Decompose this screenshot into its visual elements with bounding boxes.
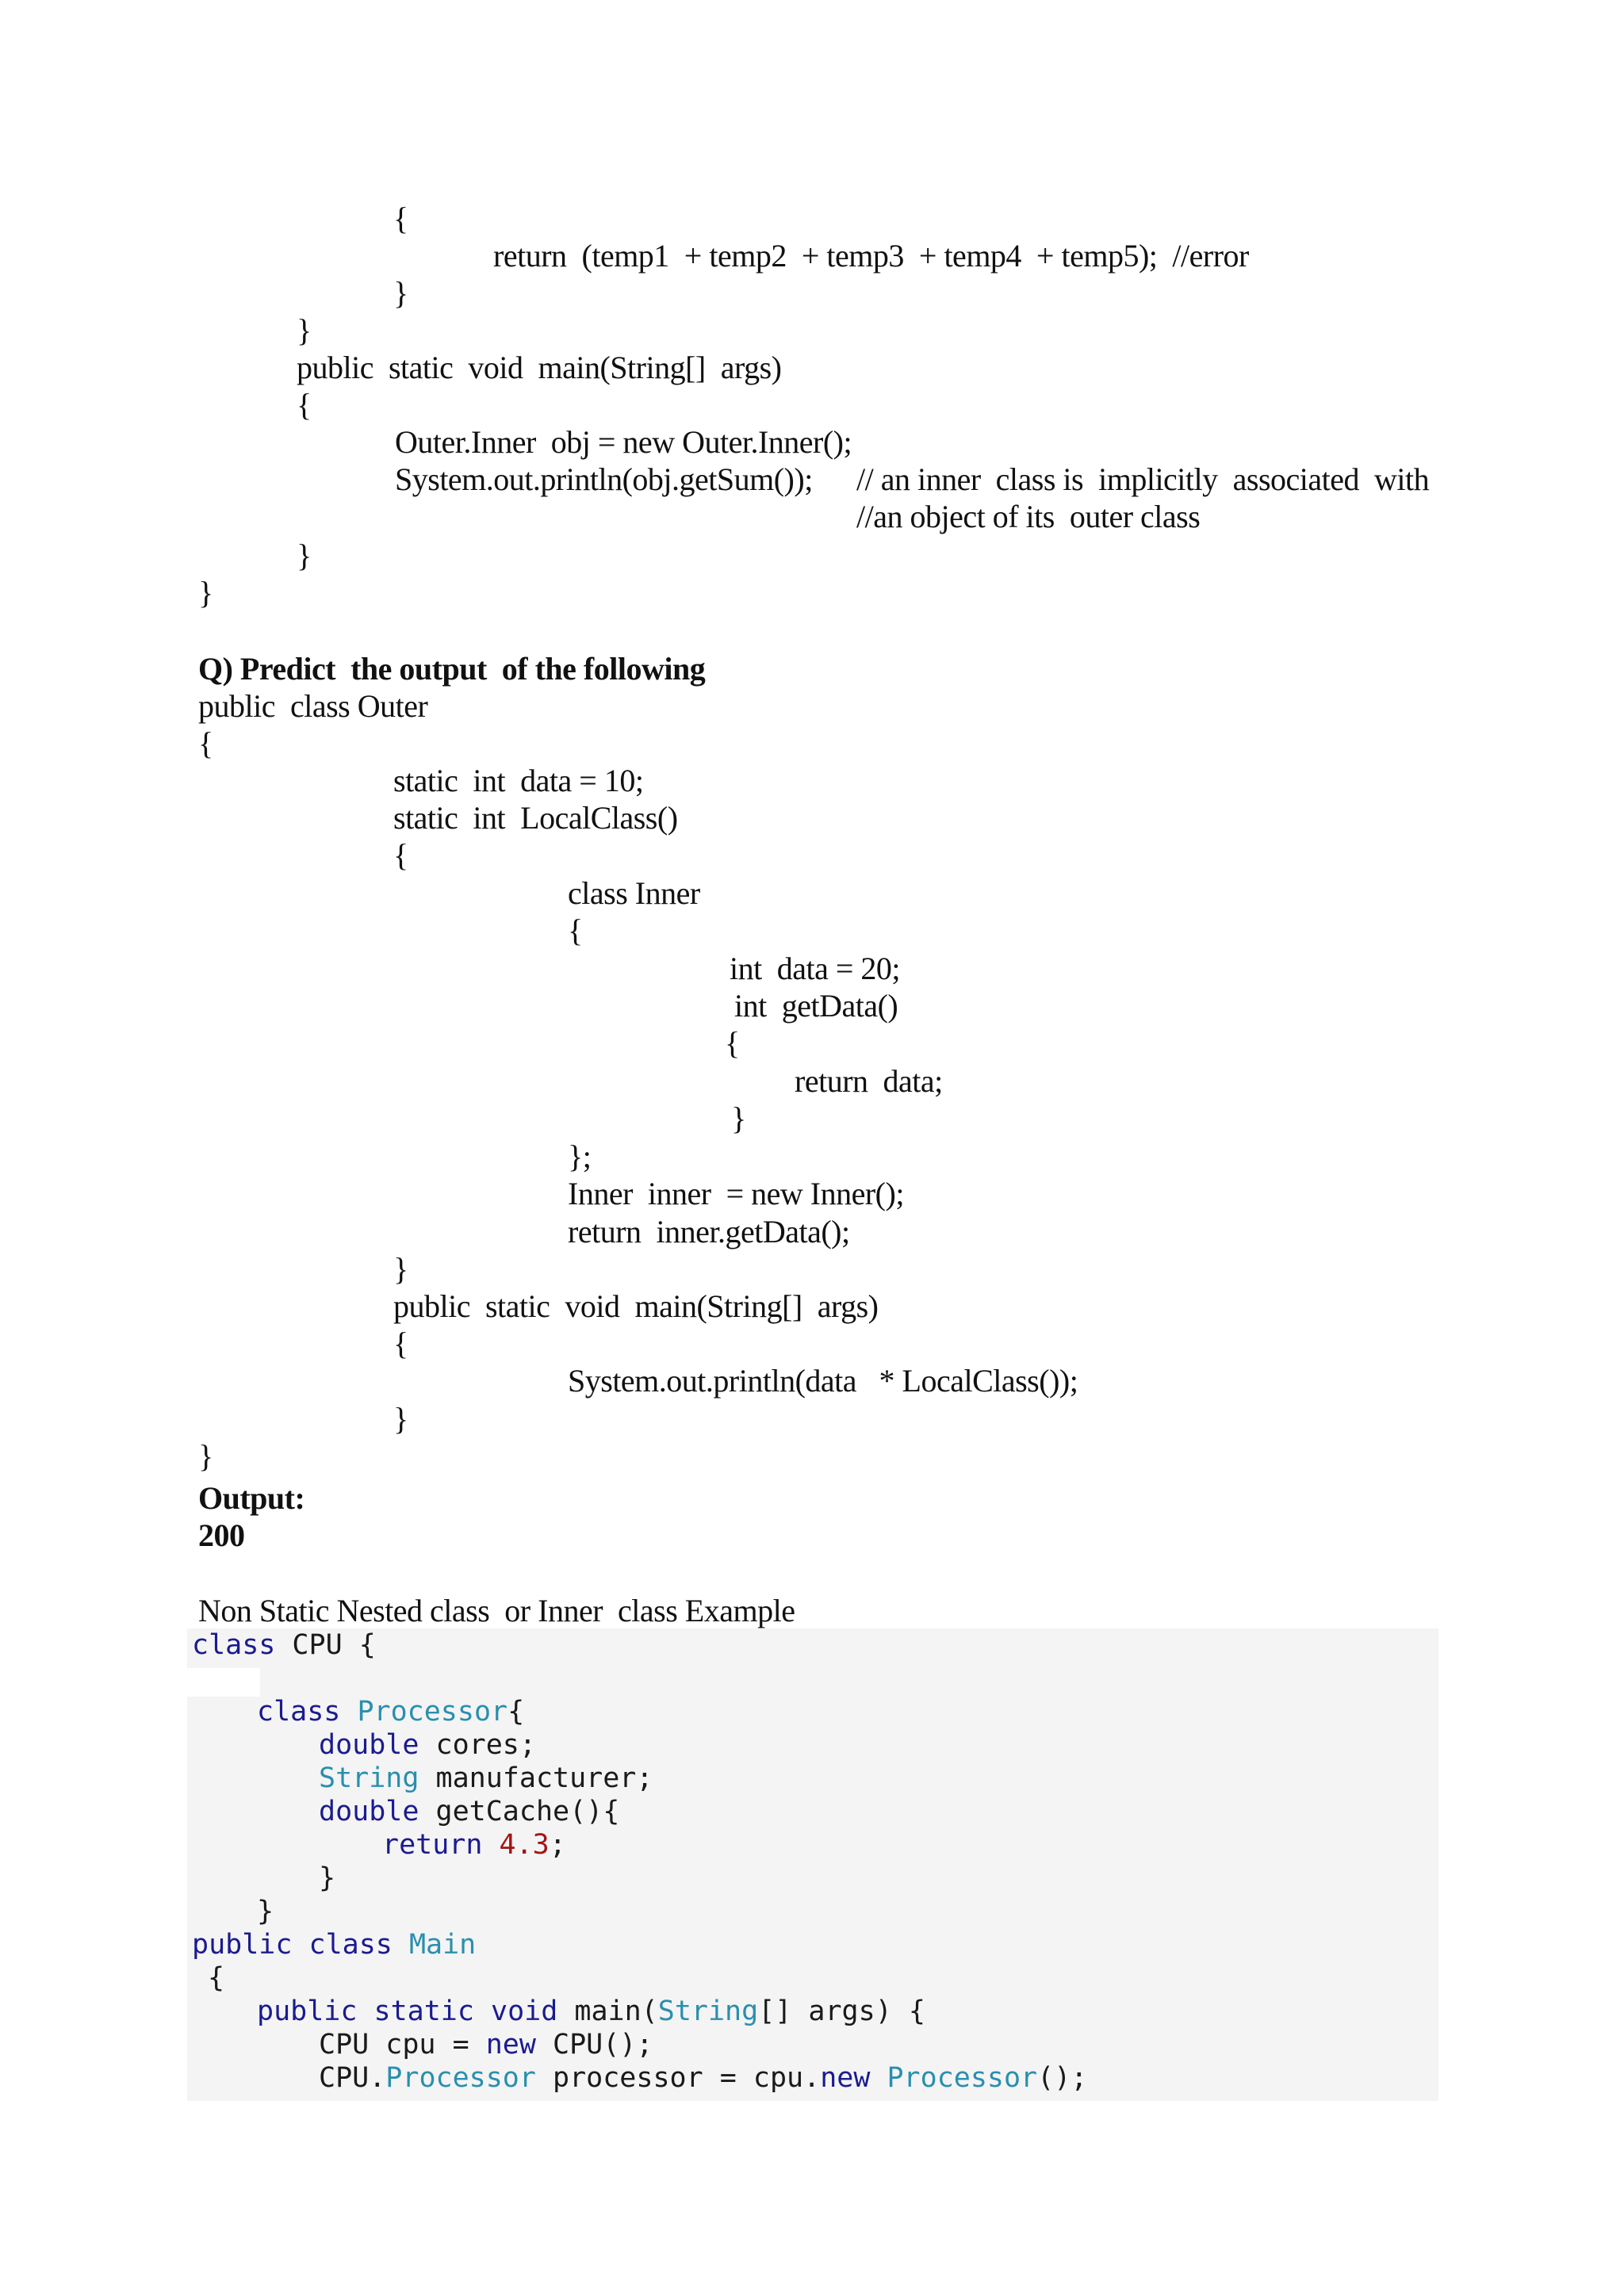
keyword: double <box>319 1796 419 1827</box>
type-name: Processor <box>385 2062 536 2094</box>
code-line: class Inner <box>568 875 700 911</box>
code-line: public static void main(String[] args) <box>393 1288 879 1324</box>
type-name: Processor <box>887 2062 1038 2094</box>
keyword: class <box>257 1696 341 1728</box>
keyword: public <box>257 1996 358 2027</box>
code-text: (); <box>1037 2062 1088 2094</box>
code-line: return inner.getData(); <box>568 1214 850 1249</box>
code-line: { <box>198 725 213 761</box>
code-line: } <box>297 538 312 573</box>
code-line <box>319 1795 619 1828</box>
keyword: new <box>485 2029 536 2061</box>
code-text: main( <box>557 1996 658 2027</box>
code-line <box>257 1995 925 2028</box>
code-comment: // an inner class is implicitly associated with <box>856 461 1430 497</box>
code-line: return (temp1 + temp2 + temp3 + temp4 + temp5); //error <box>493 238 1249 274</box>
code-line: } <box>198 575 213 610</box>
code-line: public static void main(String[] args) <box>297 350 782 385</box>
code-line: } <box>297 312 312 348</box>
code-line <box>319 2061 1087 2095</box>
keyword: class <box>192 1629 276 1661</box>
code-comment: //an object of its outer class <box>856 499 1201 534</box>
code-line: static int LocalClass() <box>393 800 678 836</box>
code-text: processor = cpu. <box>535 2062 821 2094</box>
type-name: String <box>657 1996 759 2027</box>
code-line: System.out.println(data * LocalClass()); <box>568 1363 1078 1399</box>
keyword: return <box>382 1829 483 1861</box>
code-line: { <box>393 1326 408 1361</box>
code-line: public class Outer <box>198 688 428 724</box>
code-text: manufacturer; <box>419 1762 653 1794</box>
code-text: CPU { <box>275 1629 376 1661</box>
code-line: } <box>319 1862 336 1894</box>
code-line: { <box>297 387 312 423</box>
code-line: { <box>393 201 408 236</box>
keyword: double <box>319 1729 419 1761</box>
code-text: CPU(); <box>535 2029 653 2061</box>
number-literal: 4.3 <box>499 1829 550 1861</box>
code-line: System.out.println(obj.getSum()); <box>395 461 813 497</box>
output-label: Output: <box>198 1480 305 1516</box>
code-line <box>382 1828 566 1862</box>
code-line: int data = 20; <box>730 951 901 986</box>
code-line: { <box>393 837 408 873</box>
keyword: void <box>491 1996 558 2027</box>
code-line: Inner inner = new Inner(); <box>568 1176 904 1211</box>
code-line: { <box>568 913 583 948</box>
code-line: { <box>208 1962 225 1994</box>
code-text: ; <box>549 1829 566 1861</box>
code-line: } <box>393 275 408 311</box>
code-line <box>257 1695 524 1728</box>
keyword: public <box>192 1929 293 1961</box>
code-line: int getData() <box>734 988 898 1024</box>
code-line: Outer.Inner obj = new Outer.Inner(); <box>395 424 852 460</box>
code-text: CPU. <box>319 2062 386 2094</box>
code-line: } <box>393 1401 408 1437</box>
code-line: static int data = 10; <box>393 763 644 798</box>
code-line: { <box>725 1025 740 1061</box>
question-heading: Q) Predict the output of the following <box>198 651 706 687</box>
code-line: } <box>731 1100 746 1136</box>
code-block-notch <box>187 1668 260 1697</box>
type-name: String <box>319 1762 419 1794</box>
code-line <box>319 2028 653 2061</box>
keyword: new <box>820 2062 871 2094</box>
example-title: Non Static Nested class or Inner class Example <box>198 1593 795 1628</box>
code-line: }; <box>568 1138 592 1174</box>
code-line <box>192 1928 476 1961</box>
code-line: return data; <box>795 1063 943 1099</box>
code-text: [] args) { <box>758 1996 925 2027</box>
code-line <box>319 1762 653 1795</box>
code-line <box>192 1628 376 1662</box>
code-line <box>319 1728 536 1762</box>
code-text: getCache(){ <box>419 1796 620 1827</box>
code-text: CPU cpu = <box>319 2029 486 2061</box>
output-value: 200 <box>198 1517 245 1553</box>
code-line: } <box>198 1438 213 1474</box>
keyword: class <box>308 1929 393 1961</box>
type-name: Main <box>408 1929 477 1961</box>
code-line: } <box>257 1896 274 1927</box>
code-line: } <box>393 1251 408 1287</box>
code-text: cores; <box>419 1729 536 1761</box>
code-text: { <box>508 1696 525 1728</box>
type-name: Processor <box>357 1696 508 1728</box>
keyword: static <box>373 1996 474 2027</box>
